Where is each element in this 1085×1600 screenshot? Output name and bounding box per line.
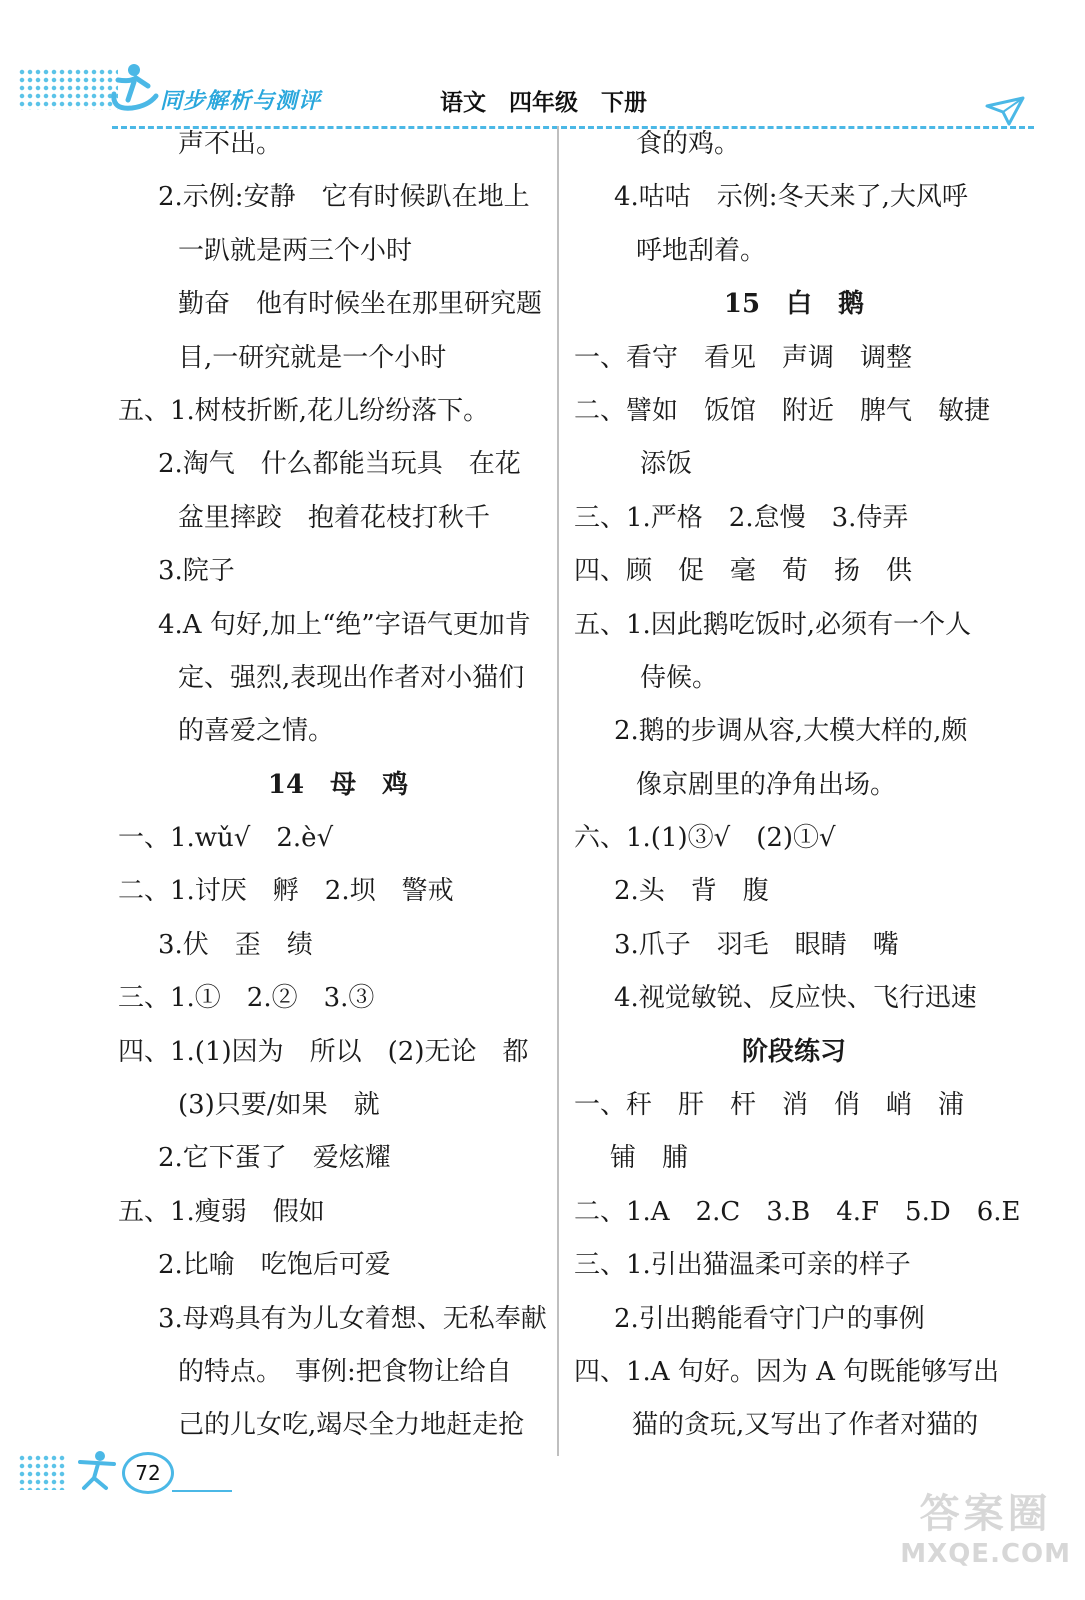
answer-line: 六、1.(1)③√ (2)①√	[574, 823, 836, 854]
answer-line: 的特点。 事例:把食物让给自	[178, 1356, 512, 1387]
answer-line: 声不出。	[178, 129, 283, 159]
answer-line: 目,一研究就是一个小时	[178, 342, 447, 373]
answer-line: 四、1.(1)因为 所以 (2)无论 都	[118, 1036, 529, 1067]
watermark-line1: 答案圈	[919, 1491, 1052, 1537]
answer-line: 猫的贪玩,又写出了作者对猫的	[632, 1410, 979, 1441]
answer-line: 三、1.① 2.② 3.③	[118, 983, 375, 1014]
answer-line: 2.引出鹅能看守门户的事例	[614, 1303, 925, 1334]
answer-line: 一、1.wǔ√ 2.è√	[118, 823, 334, 854]
answer-line: 3.院子	[158, 556, 235, 587]
answer-line: 己的儿女吃,竭尽全力地赶走抢	[178, 1410, 525, 1441]
answer-line: 三、1.严格 2.怠慢 3.侍弄	[574, 502, 909, 533]
section-title: 15 白 鹅	[723, 289, 865, 320]
watermark-logo	[900, 1482, 1071, 1569]
answer-line: 一趴就是两三个小时	[178, 235, 413, 266]
right-answer-column	[574, 118, 1021, 1453]
answer-line: 2.比喻 吃饱后可爱	[158, 1250, 391, 1281]
answer-line: 2.它下蛋了 爱炫耀	[158, 1143, 391, 1174]
answer-line: 铺 脯	[610, 1143, 689, 1174]
answer-line: 二、譬如 饭馆 附近 脾气 敏捷	[574, 395, 991, 426]
answer-line: 二、1.A 2.C 3.B 4.F 5.D 6.E	[574, 1196, 1021, 1227]
answer-line: 四、1.A 句好。因为 A 句既能够写出	[574, 1356, 1000, 1387]
answer-line: 呼地刮着。	[636, 235, 767, 266]
section-title: 14 母 鸡	[267, 769, 409, 800]
footer-dot-pattern	[18, 1454, 66, 1490]
answer-line: 4.咕咕 示例:冬天来了,大风呼	[614, 182, 968, 213]
answer-line: 勤奋 他有时候坐在那里研究题	[178, 289, 543, 320]
series-title: 同步解析与测评	[160, 89, 322, 114]
answer-line: 2.淘气 什么都能当玩具 在花	[158, 449, 521, 480]
footer-rule	[172, 1490, 232, 1492]
answer-line: 的喜爱之情。	[178, 716, 335, 747]
answer-line: 2.头 背 腹	[614, 876, 769, 907]
answer-line: 3.伏 歪 绩	[158, 929, 313, 960]
answer-line: 一、看守 看见 声调 调整	[574, 342, 913, 373]
answer-line: 五、1.树枝折断,花儿纷纷落下。	[118, 395, 490, 426]
header-dot-pattern	[18, 68, 118, 110]
answer-line: 4.A 句好,加上“绝”字语气更加肯	[158, 609, 531, 640]
answer-line: 五、1.因此鹅吃饭时,必须有一个人	[574, 609, 972, 640]
answer-line: 五、1.瘦弱 假如	[118, 1196, 325, 1227]
answer-line: 像京剧里的净角出场。	[636, 769, 897, 800]
answer-line: 4.视觉敏锐、反应快、飞行迅速	[614, 983, 977, 1014]
answer-line: 添饭	[640, 449, 693, 480]
section-title: 阶段练习	[741, 1036, 846, 1067]
answer-line: 2.鹅的步调从容,大模大样的,颇	[614, 716, 968, 747]
subject-title: 语文 四年级 下册	[440, 90, 647, 116]
runner-logo-icon	[104, 60, 162, 116]
answer-line: 盆里摔跤 抱着花枝打秋千	[178, 502, 491, 533]
answer-line: 一、秆 肝 杆 消 俏 峭 浦	[574, 1090, 965, 1121]
answer-line: 四、顾 促 毫 荀 扬 供	[574, 556, 913, 587]
answer-line: 侍候。	[640, 662, 719, 693]
answer-line: (3)只要/如果 就	[178, 1090, 380, 1121]
answer-line: 3.母鸡具有为儿女着想、无私奉献	[158, 1303, 547, 1334]
answer-line: 定、强烈,表现出作者对小猫们	[178, 662, 525, 693]
answer-line: 3.爪子 羽毛 眼睛 嘴	[614, 929, 899, 960]
answer-line: 2.示例:安静 它有时候趴在地上	[158, 182, 530, 213]
answer-line: 三、1.引出猫温柔可亲的样子	[574, 1250, 911, 1281]
answer-line: 食的鸡。	[636, 129, 741, 159]
star-figure-icon	[74, 1448, 120, 1492]
watermark-line2: MXQE.COM	[900, 1539, 1071, 1569]
left-answer-column	[118, 118, 558, 1453]
answer-line: 二、1.讨厌 孵 2.坝 警戒	[118, 876, 454, 907]
page-number: 72	[122, 1452, 174, 1494]
